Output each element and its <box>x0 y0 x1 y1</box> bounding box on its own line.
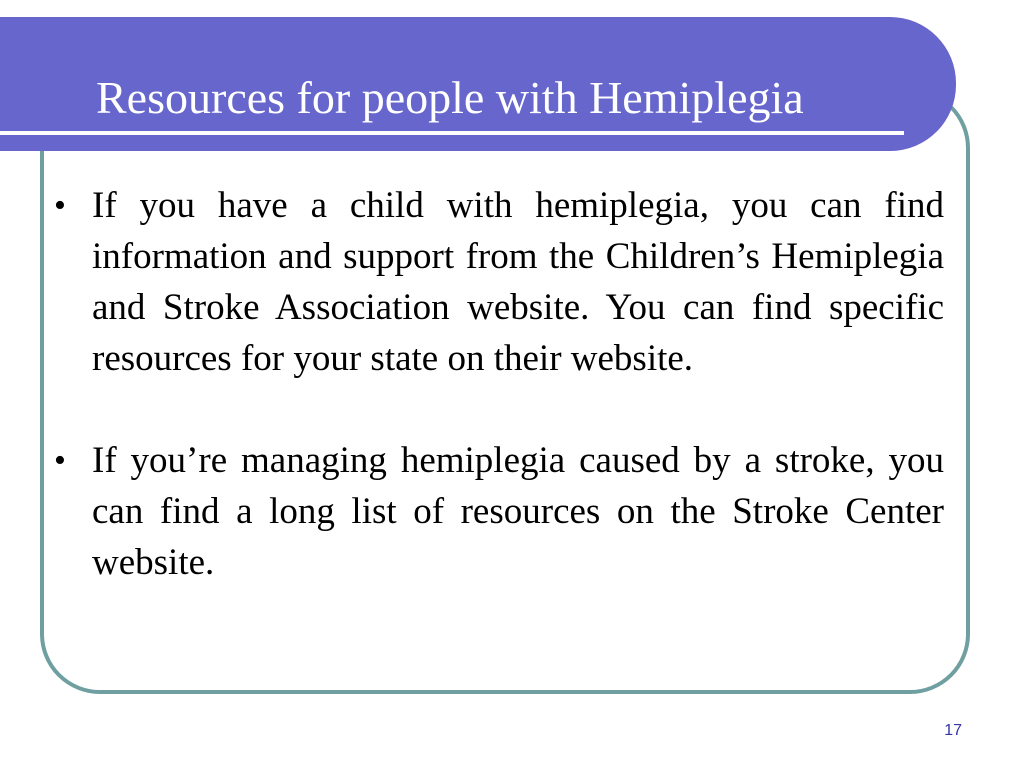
bullet-item <box>50 180 944 384</box>
bullet-item <box>50 435 944 588</box>
bullet-dot-icon: • <box>54 442 66 479</box>
bullet-text: If you’re managing hemiplegia caused by a stroke, you can find a long list of resources on the Stroke Center website. <box>92 440 944 583</box>
slide-number: 17 <box>944 722 962 739</box>
bullet-dot-icon: • <box>54 187 66 224</box>
slide-title: Resources for people with Hemiplegia <box>96 72 804 123</box>
title-underline <box>0 131 904 135</box>
bullet-text: If you have a child with hemiplegia, you can find information and support from the Children’s Hemiplegia and Stroke Association website. You can find specific resources for your state on their website. <box>92 185 944 379</box>
bullet-list <box>50 180 944 639</box>
